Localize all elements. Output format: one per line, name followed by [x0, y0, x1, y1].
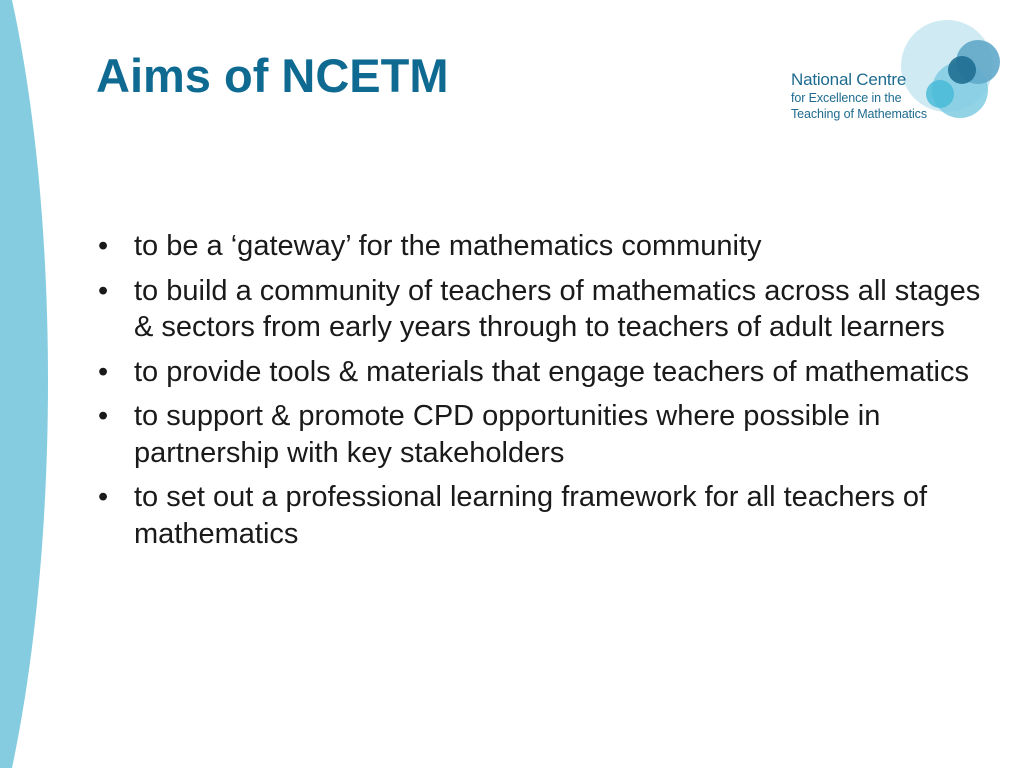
- bullet-dot-icon: •: [98, 230, 109, 262]
- bullet-item: [96, 273, 986, 346]
- bullet-text: to provide tools & materials that engage teachers of mathematics: [134, 355, 969, 388]
- ncetm-logo: [782, 18, 1006, 130]
- logo-line-2: for Excellence in the: [791, 91, 902, 105]
- bullet-text: to be a ‘gateway’ for the mathematics community: [134, 230, 762, 262]
- bullet-item: [96, 398, 986, 471]
- bullet-item: [96, 228, 986, 265]
- bullet-item: [96, 479, 986, 552]
- bullet-dot-icon: •: [98, 400, 109, 432]
- bullet-text: to support & promote CPD opportunities where possible in partnership with key stakeholders: [134, 400, 881, 469]
- bullet-dot-icon: •: [98, 481, 109, 513]
- aims-bullet-list: [96, 228, 986, 560]
- left-decorative-band: [0, 0, 60, 768]
- logo-text: [791, 70, 927, 122]
- bullet-text: to set out a professional learning framework for all teachers of mathematics: [134, 481, 928, 550]
- bullet-text: to build a community of teachers of mathematics across all stages & sectors from early years through to teachers of adult learners: [134, 274, 981, 343]
- bullet-dot-icon: •: [98, 355, 109, 388]
- page-title: Aims of NCETM: [96, 49, 449, 102]
- bullet-item: [96, 354, 986, 391]
- logo-line-3: Teaching of Mathematics: [791, 107, 927, 121]
- logo-line-1: National Centre: [791, 70, 907, 89]
- bullet-dot-icon: •: [98, 274, 109, 307]
